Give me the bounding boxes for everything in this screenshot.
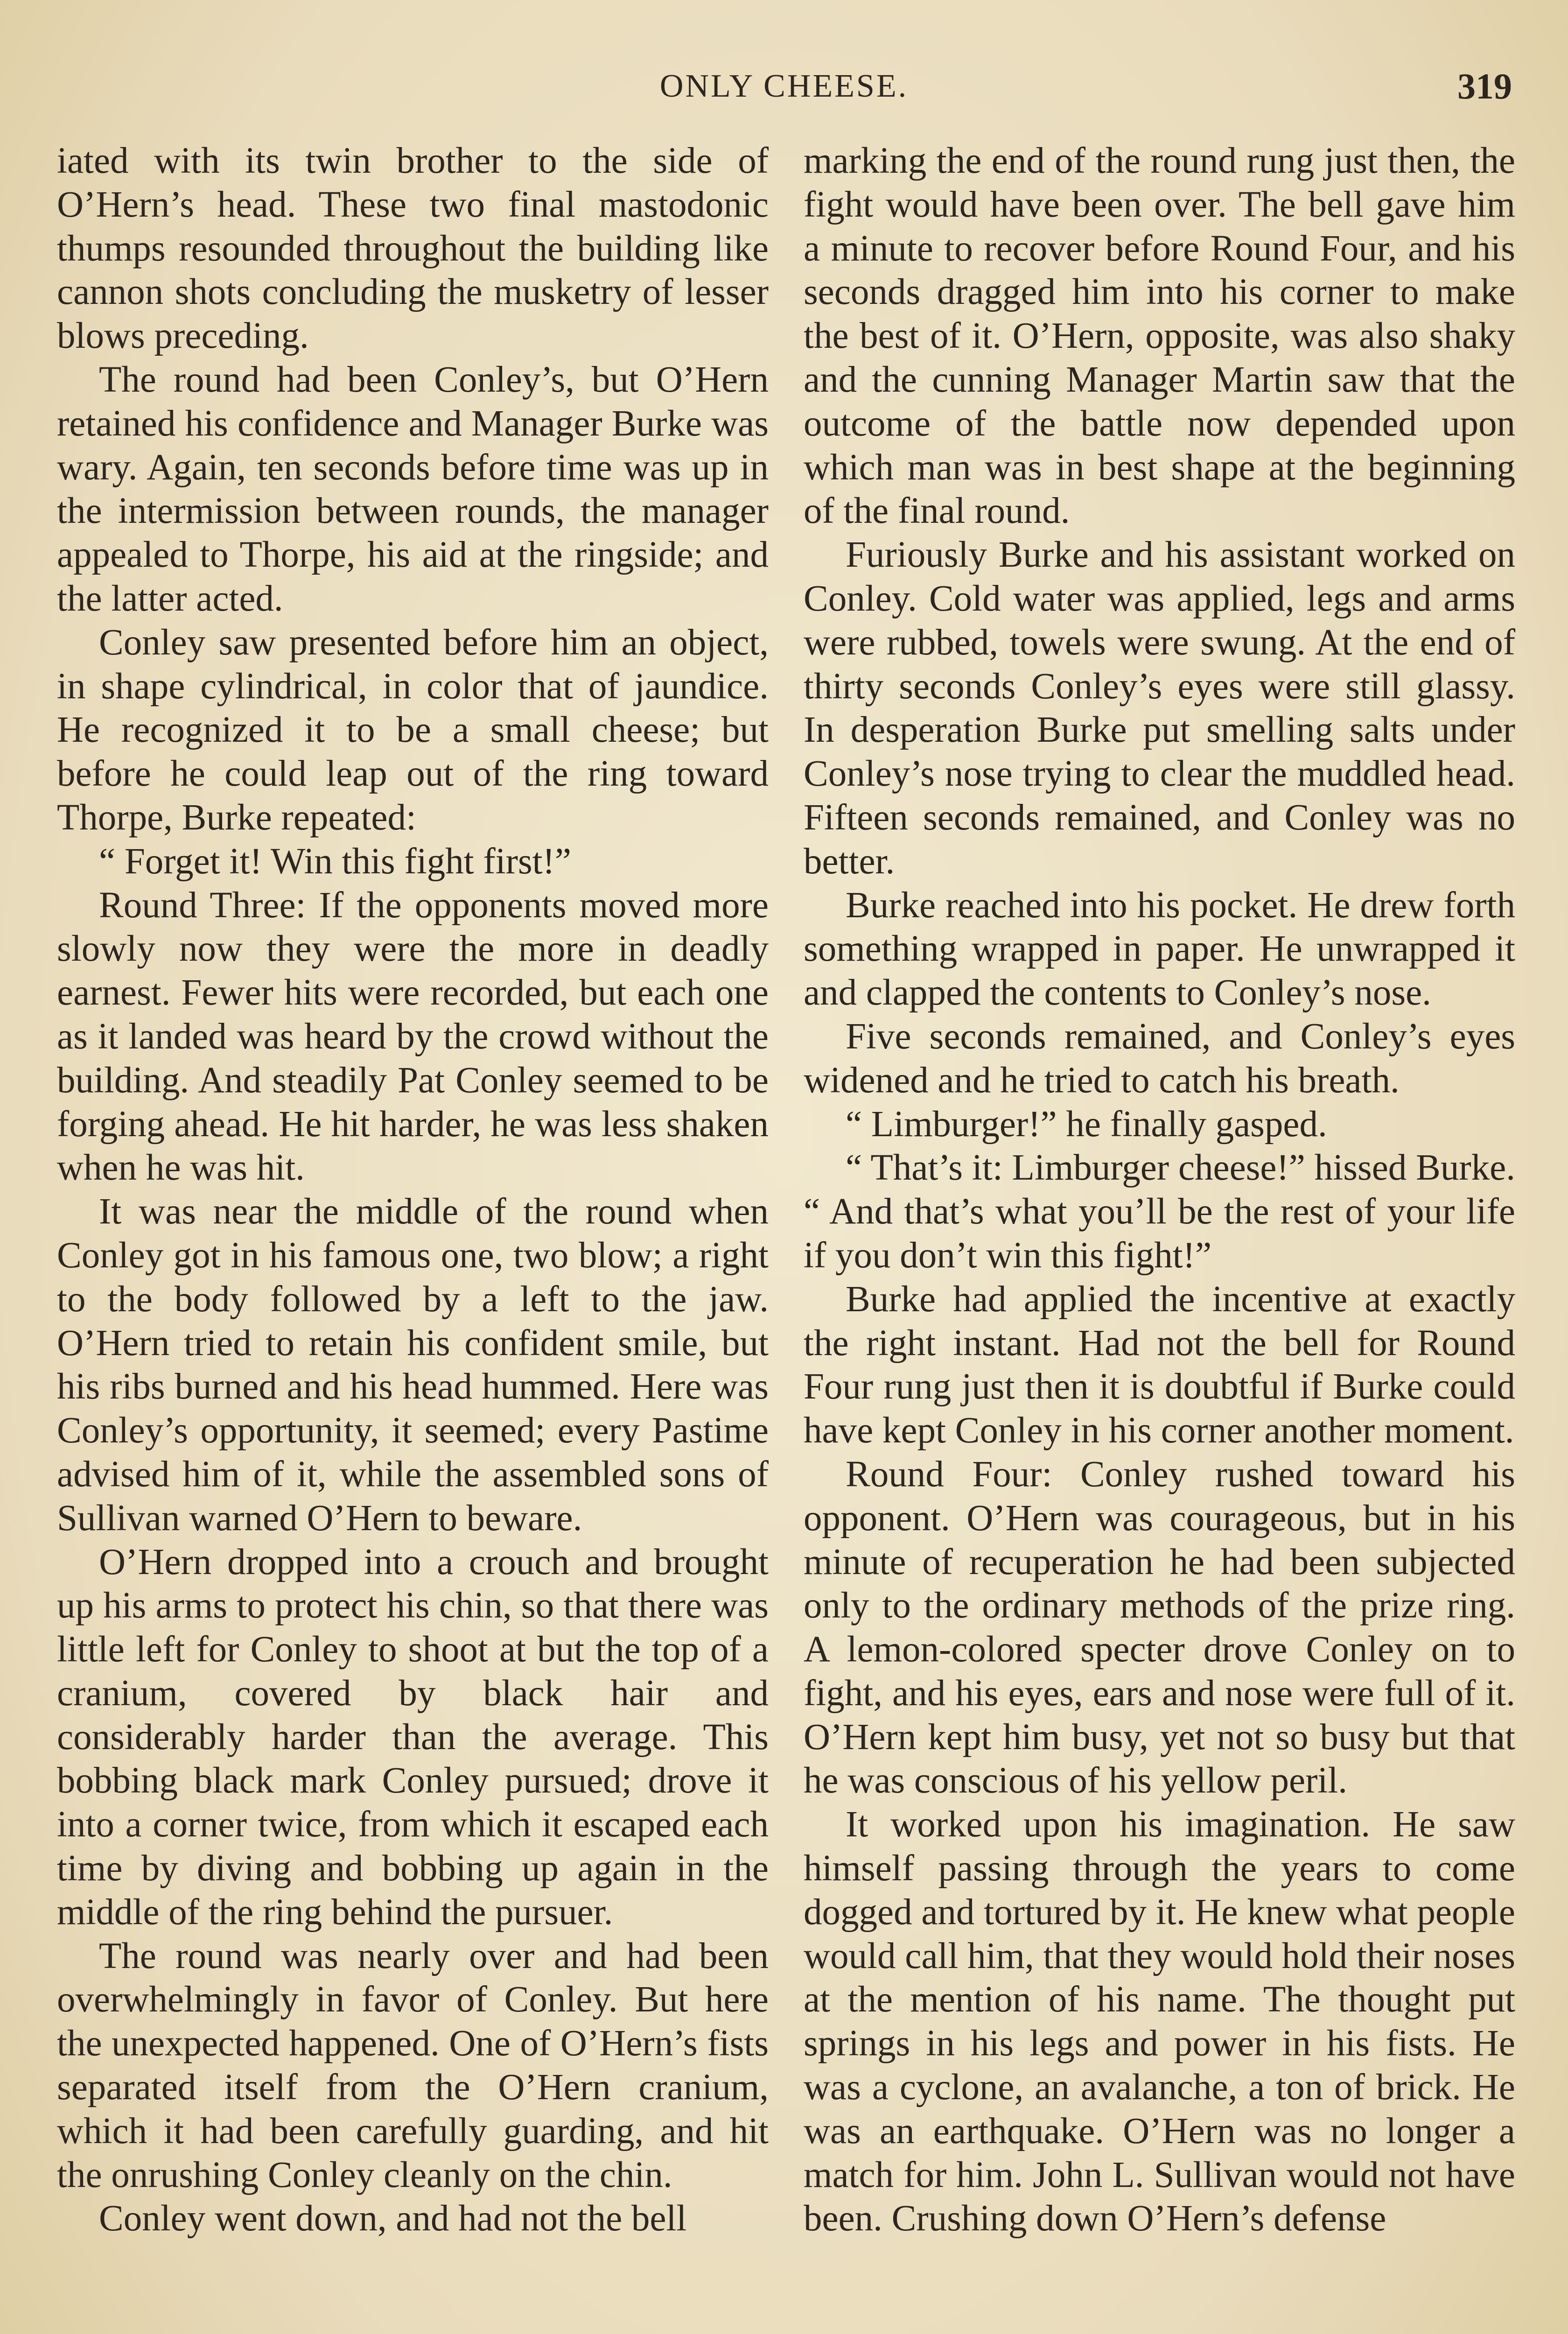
left-column: [57, 139, 769, 2241]
paragraph: It was near the middle of the round when Conley got in his famous one, two blow; a right to the body followed by a left to the jaw. O’Hern tried to retain his confident smile, but his ribs burned and his head hummed. Here was Conley’s opportunity, it seemed; every Pastime advised him of it, while the assembled sons of Sullivan warned O’Hern to beware.: [57, 1191, 769, 1539]
paragraph: The round was nearly over and had been overwhelmingly in favor of Conley. But here the unexpected happened. One of O’Hern’s fists separated itself from the O’Hern cranium, which it had been carefully guarding, and hit the onrushing Conley cleanly on the chin.: [57, 1935, 769, 2195]
paragraph: Burke had applied the incentive at exactly the right instant. Had not the bell for Round Four rung just then it is doubtful if Burke could have kept Conley in his corner another moment.: [804, 1279, 1515, 1451]
paragraph: Conley saw presented before him an object, in shape cylindrical, in color that of jaundice. He recognized it to be a small cheese; but before he could leap out of the ring toward Thorpe, Burke repeated:: [57, 622, 769, 838]
right-column: [804, 139, 1515, 2241]
paragraph: Furiously Burke and his assistant worked on Conley. Cold water was applied, legs and arms were rubbed, towels were swung. At the end of thirty seconds Conley’s eyes were still glassy. In desperation Burke put smelling salts under Conley’s nose trying to clear the muddled head. Fifteen seconds remained, and Conley was no better.: [804, 534, 1515, 882]
paragraph: “ Limburger!” he finally gasped.: [846, 1104, 1327, 1145]
paragraph: Round Three: If the opponents moved more slowly now they were the more in deadly earnest. Fewer hits were recorded, but each one as it landed was heard by the crowd without the building. And steadily Pat Conley seemed to be forging ahead. He hit harder, he was less shaken when he was hit.: [57, 885, 769, 1188]
paragraph: Conley went down, and had not the bell: [99, 2198, 687, 2239]
running-header: [56, 61, 1512, 112]
paragraph: “ Forget it! Win this fight first!”: [99, 841, 571, 882]
paragraph: marking the end of the round rung just then, the fight would have been over. The bell gave him a minute to recover before Round Four, and his seconds dragged him into his corner to make the best of it. O’Hern, opposite, was also shaky and the cunning Manager Martin saw that the outcome of the battle now depended upon which man was in best shape at the beginning of the final round.: [804, 141, 1515, 532]
paragraph: Five seconds remained, and Conley’s eyes widened and he tried to catch his breath.: [804, 1016, 1515, 1101]
paragraph: iated with its twin brother to the side of O’Hern’s head. These two final mastodonic thumps resounded throughout the building like cannon shots concluding the musketry of lesser blows preceding.: [57, 141, 769, 357]
paragraph: Burke reached into his pocket. He drew forth something wrapped in paper. He unwrapped it and clapped the contents to Conley’s nose.: [804, 885, 1515, 1013]
page-number: 319: [1457, 66, 1512, 106]
paragraph: Round Four: Conley rushed toward his opponent. O’Hern was courageous, but in his minute of recuperation he had been subjected only to the ordinary methods of the prize ring. A lemon-colored specter drove Conley on to fight, and his eyes, ears and nose were full of it. O’Hern kept him busy, yet not so busy but that he was conscious of his yellow peril.: [804, 1454, 1515, 1801]
running-title: ONLY CHEESE.: [659, 68, 909, 104]
paragraph: O’Hern dropped into a crouch and brought up his arms to protect his chin, so that there was little left for Conley to shoot at but the top of a cranium, covered by black hair and considerably harder than the average. This bobbing black mark Conley pursued; drove it into a corner twice, from which it escaped each time by diving and bobbing up again in the middle of the ring behind the pursuer.: [57, 1541, 769, 1933]
paragraph: The round had been Conley’s, but O’Hern retained his confidence and Manager Burke was wary. Again, ten seconds before time was up in the intermission between rounds, the manager appealed to Thorpe, his aid at the ringside; and the latter acted.: [57, 359, 769, 619]
paragraph: “ That’s it: Limburger cheese!” hissed Burke. “ And that’s what you’ll be the rest of your life if you don’t win this fight!”: [804, 1147, 1515, 1276]
paragraph: It worked upon his imagination. He saw himself passing through the years to come dogged and tortured by it. He knew what people would call him, that they would hold their noses at the mention of his name. The thought put springs in his legs and power in his fists. He was a cyclone, an avalanche, a ton of brick. He was an earthquake. O’Hern was no longer a match for him. John L. Sullivan would not have been. Crushing down O’Hern’s defense: [804, 1804, 1515, 2239]
